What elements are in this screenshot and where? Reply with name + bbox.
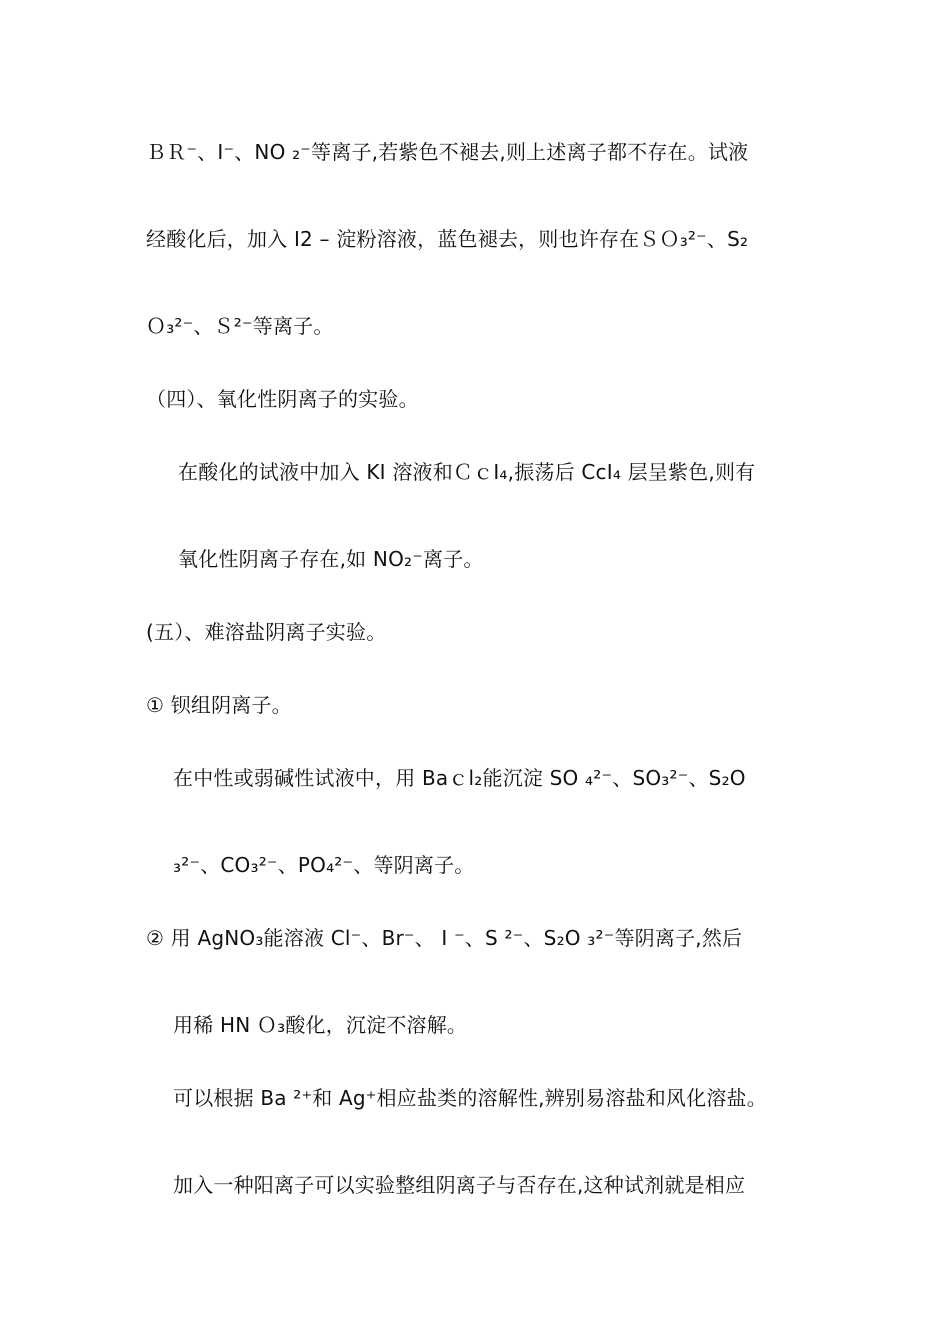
text-line-6: 氧化性阴离子存在,如 NO₂⁻离子。 [178, 547, 484, 571]
section-heading-insoluble-salt-anions: (五）、难溶盐阴离子实验。 [146, 620, 387, 644]
text-line-14: 加入一种阳离子可以实验整组阴离子与否存在,这种试剂就是相应 [173, 1173, 746, 1197]
text-line-1: ＢＲ⁻、I⁻、NO ₂⁻等离子,若紫色不褪去,则上述离子都不存在。试液 [146, 140, 749, 164]
text-line-9: 在中性或弱碱性试液中，用 Baｃl₂能沉淀 SO ₄²⁻、SO₃²⁻、S₂O [173, 766, 746, 790]
text-line-10: ₃²⁻、CO₃²⁻、PO₄²⁻、等阴离子。 [173, 853, 475, 877]
text-line-2: 经酸化后，加入 I2 – 淀粉溶液，蓝色褪去，则也许存在ＳＯ₃²⁻、S₂ [146, 227, 749, 251]
section-heading-oxidizing-anions: （四）、氧化性阴离子的实验。 [146, 387, 419, 411]
text-line-3: Ｏ₃²⁻、Ｓ²⁻等离子。 [146, 314, 334, 338]
text-line-13: 可以根据 Ba ²⁺和 Ag⁺相应盐类的溶解性,辨别易溶盐和风化溶盐。 [173, 1086, 767, 1110]
text-line-12: 用稀 HN Ｏ₃酸化，沉淀不溶解。 [173, 1013, 468, 1037]
text-line-11: ② 用 AgNO₃能溶液 Cl⁻、Br⁻、 I ⁻、S ²⁻、S₂O ₃²⁻等阴离子,然后 [146, 926, 743, 950]
text-line-5: 在酸化的试液中加入 KI 溶液和ＣｃI₄,振荡后 CcI₄ 层呈紫色,则有 [178, 460, 756, 484]
subsection-heading-barium-group: ① 钡组阴离子。 [146, 693, 292, 717]
